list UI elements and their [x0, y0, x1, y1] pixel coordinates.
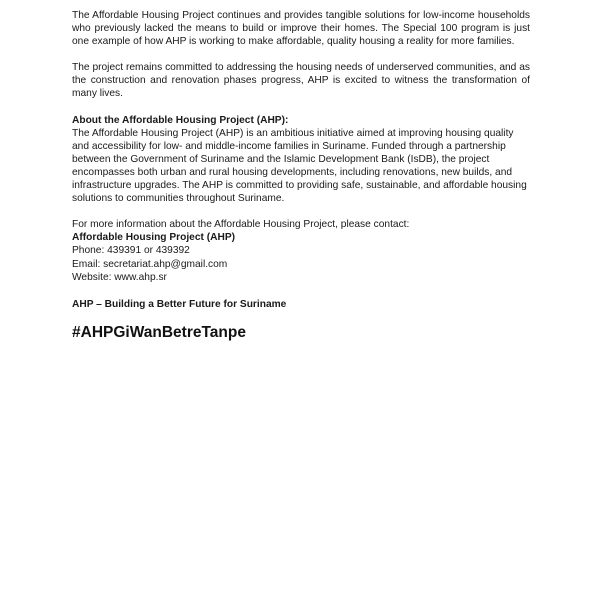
about-heading: About the Affordable Housing Project (AHP): [72, 114, 289, 126]
contact-website: Website: www.ahp.sr [72, 271, 167, 283]
about-section [72, 114, 530, 206]
document-page [72, 9, 530, 343]
tagline: AHP – Building a Better Future for Suriname [72, 298, 287, 310]
contact-email: Email: secretariat.ahp@gmail.com [72, 258, 228, 270]
intro-paragraph: The Affordable Housing Project continues and provides tangible solutions for low-income households who previously lacked the means to build or improve their homes. The Special 100 program is just one example of how AHP is working to make affordable, quality housing a reality for more families. [72, 10, 530, 48]
contact-intro: For more information about the Affordable Housing Project, please contact: [72, 219, 410, 231]
about-body: The Affordable Housing Project (AHP) is an ambitious initiative aimed at improving housing quality and accessibility for low- and middle-income families in Suriname. Funded through a partnership between the Government of Suriname and the Islamic Development Bank (IsDB), the project encompasses both urban and rural housing developments, including renovations, new builds, and infrastructure upgrades. The AHP is committed to providing safe, sustainable, and affordable housing solutions to communities throughout Suriname. [72, 127, 527, 205]
contact-phone: Phone: 439391 or 439392 [72, 245, 190, 257]
contact-organization: Affordable Housing Project (AHP) [72, 232, 236, 244]
hashtag: #AHPGiWanBetreTanpe [72, 323, 246, 341]
contact-section [72, 218, 530, 283]
commitment-paragraph: The project remains committed to addressing the housing needs of underserved communities, and as the construction and renovation phases progress, AHP is excited to witness the transformation of many lives. [72, 62, 530, 100]
